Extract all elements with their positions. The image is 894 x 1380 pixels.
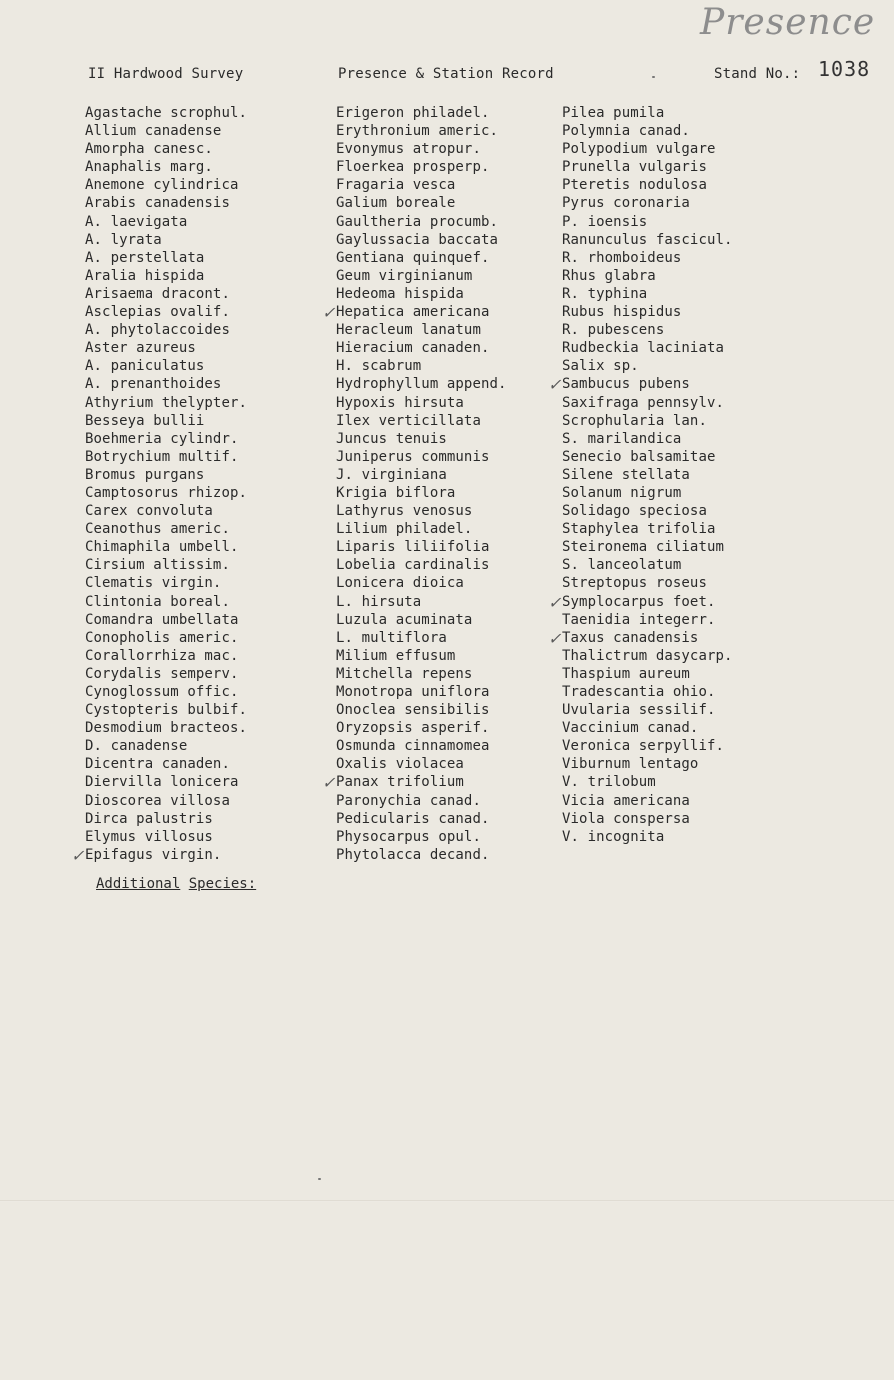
species-name: L. multiflora [336, 629, 447, 646]
species-item [85, 357, 247, 375]
species-item [322, 773, 507, 793]
species-name: Hieracium canaden. [336, 340, 490, 357]
species-item [336, 176, 507, 194]
species-item [562, 430, 733, 448]
species-name: Mitchella repens [336, 665, 473, 682]
species-item [562, 538, 733, 556]
species-name: Ilex verticillata [336, 412, 481, 429]
species-item [562, 231, 733, 249]
species-item [562, 140, 733, 158]
species-name: Taenidia integerr. [562, 611, 716, 628]
additional-species-heading [96, 876, 256, 892]
species-name: R. rhomboideus [562, 249, 682, 266]
species-item [562, 158, 733, 176]
species-item [562, 357, 733, 375]
species-name: Thalictrum dasycarp. [562, 647, 733, 664]
species-item [336, 719, 507, 737]
species-name: Vicia americana [562, 792, 690, 809]
species-name: Anaphalis marg. [85, 159, 213, 176]
species-item [562, 665, 733, 683]
species-name: Thaspium aureum [562, 665, 690, 682]
paper-fold-line [0, 1200, 894, 1202]
species-item [85, 792, 247, 810]
species-item [336, 701, 507, 719]
species-name: Epifagus virgin. [85, 846, 222, 863]
species-item [85, 176, 247, 194]
species-item [85, 810, 247, 828]
species-name: D. canadense [85, 738, 188, 755]
checkmark-icon: ✓ [548, 628, 562, 648]
species-item [562, 701, 733, 719]
species-item [336, 665, 507, 683]
species-name: Corallorrhiza mac. [85, 647, 239, 664]
species-name: Bromus purgans [85, 466, 205, 483]
species-name: Veronica serpyllif. [562, 738, 725, 755]
species-item [562, 792, 733, 810]
species-name: Anemone cylindrica [85, 177, 239, 194]
species-name: Luzula acuminata [336, 611, 473, 628]
species-name: Tradescantia ohio. [562, 684, 716, 700]
species-item [562, 122, 733, 140]
species-item [85, 194, 247, 212]
species-item [336, 810, 507, 828]
species-name: Comandra umbellata [85, 611, 239, 628]
species-name: Silene stellata [562, 466, 690, 483]
species-item [336, 593, 507, 611]
species-item [336, 755, 507, 773]
species-item [85, 719, 247, 737]
species-column-2 [322, 104, 507, 864]
stand-label: Stand No.: [714, 66, 801, 82]
species-item [85, 213, 247, 231]
species-name: Prunella vulgaris [562, 159, 707, 176]
species-name: Camptosorus rhizop. [85, 484, 248, 501]
species-name: A. paniculatus [85, 358, 205, 375]
species-label: Species: [188, 876, 257, 892]
species-name: A. laevigata [85, 213, 188, 230]
species-item [336, 502, 507, 520]
species-item [85, 593, 247, 611]
species-name: Corydalis semperv. [85, 665, 239, 682]
survey-title: II Hardwood Survey [88, 66, 244, 82]
species-item [336, 339, 507, 357]
species-name: Clematis virgin. [85, 575, 222, 592]
species-item [562, 520, 733, 538]
checkmark-icon: ✓ [322, 303, 336, 323]
species-item [562, 755, 733, 773]
species-name: Phytolacca decand. [336, 846, 490, 863]
species-name: V. incognita [562, 828, 665, 845]
species-item [548, 628, 733, 648]
species-item [85, 122, 247, 140]
species-name: Lobelia cardinalis [336, 557, 490, 574]
species-name: Juniperus communis [336, 448, 490, 465]
species-item [85, 502, 247, 520]
species-item [336, 629, 507, 647]
species-name: Athyrium thelypter. [85, 394, 248, 411]
species-name: Aster azureus [85, 340, 196, 357]
species-item [562, 810, 733, 828]
species-name: Viola conspersa [562, 810, 690, 827]
species-item [562, 611, 733, 629]
species-item [85, 231, 247, 249]
species-item [336, 556, 507, 574]
species-name: Solidago speciosa [562, 503, 707, 520]
species-item [336, 737, 507, 755]
species-name: Boehmeria cylindr. [85, 430, 239, 447]
species-name: Gaylussacia baccata [336, 231, 499, 248]
species-item [336, 231, 507, 249]
species-column-1 [71, 104, 248, 865]
species-name: H. scabrum [336, 358, 422, 375]
species-item [548, 592, 733, 612]
species-name: Botrychium multif. [85, 448, 239, 465]
species-name: Rubus hispidus [562, 304, 682, 321]
species-name: Rudbeckia laciniata [562, 340, 725, 357]
species-item [336, 574, 507, 592]
species-item [336, 357, 507, 375]
species-name: Elymus villosus [85, 828, 213, 845]
species-item [336, 285, 507, 303]
species-name: Hydrophyllum append. [336, 376, 507, 393]
species-item [322, 303, 507, 323]
species-item [336, 448, 507, 466]
species-item [85, 520, 247, 538]
species-item [562, 394, 733, 412]
species-item [562, 194, 733, 212]
species-name: Symplocarpus foet. [562, 593, 716, 610]
species-name: Cirsium altissim. [85, 557, 230, 574]
species-name: Galium boreale [336, 195, 456, 212]
species-item [336, 412, 507, 430]
species-name: Besseya bullii [85, 412, 205, 429]
species-name: Polypodium vulgare [562, 141, 716, 158]
species-item [562, 683, 733, 701]
species-name: J. virginiana [336, 466, 447, 483]
species-name: Desmodium bracteos. [85, 720, 248, 737]
species-name: Steironema ciliatum [562, 539, 725, 556]
additional-label: Additional [96, 876, 181, 892]
species-item [336, 466, 507, 484]
species-name: R. typhina [562, 285, 648, 302]
species-item [336, 158, 507, 176]
species-item [562, 828, 733, 846]
species-name: Milium effusum [336, 647, 456, 664]
species-name: Scrophularia lan. [562, 412, 707, 429]
species-item [85, 303, 247, 321]
species-name: Cynoglossum offic. [85, 684, 239, 700]
species-item [336, 104, 507, 122]
species-item [562, 104, 733, 122]
species-item [85, 267, 247, 285]
species-name: P. ioensis [562, 213, 648, 230]
species-item [85, 629, 247, 647]
species-item [562, 249, 733, 267]
checkmark-icon: ✓ [71, 845, 85, 865]
species-item [562, 267, 733, 285]
species-item [562, 303, 733, 321]
species-item [85, 394, 247, 412]
species-name: Gaultheria procumb. [336, 213, 499, 230]
species-name: Erythronium americ. [336, 123, 499, 140]
species-name: S. marilandica [562, 430, 682, 447]
species-item [336, 267, 507, 285]
species-name: Amorpha canesc. [85, 141, 213, 158]
species-name: Onoclea sensibilis [336, 702, 490, 719]
species-item [85, 647, 247, 665]
species-name: Panax trifolium [336, 774, 464, 791]
handwritten-note: Presence [700, 2, 876, 43]
species-item [562, 737, 733, 755]
species-name: Floerkea prosperp. [336, 159, 490, 176]
species-item [85, 285, 247, 303]
species-name: A. prenanthoides [85, 376, 222, 393]
species-name: Pteretis nodulosa [562, 177, 707, 194]
species-item [336, 828, 507, 846]
species-name: Allium canadense [85, 123, 222, 140]
species-name: Pedicularis canad. [336, 810, 490, 827]
species-name: Monotropa uniflora [336, 684, 490, 700]
species-item [562, 213, 733, 231]
species-item [562, 647, 733, 665]
species-name: Ceanothus americ. [85, 521, 230, 538]
species-item [85, 828, 247, 846]
species-name: Uvularia sessilif. [562, 702, 716, 719]
species-name: R. pubescens [562, 322, 665, 339]
species-item [336, 846, 507, 864]
species-name: Conopholis americ. [85, 629, 239, 646]
species-item [336, 194, 507, 212]
species-name: Agastache scrophul. [85, 105, 248, 121]
paper-speck [652, 76, 655, 78]
species-item [85, 737, 247, 755]
species-name: Pyrus coronaria [562, 195, 690, 212]
species-name: Oxalis violacea [336, 756, 464, 773]
species-name: S. lanceolatum [562, 557, 682, 574]
species-item [336, 647, 507, 665]
species-name: Saxifraga pennsylv. [562, 394, 725, 411]
species-item [85, 611, 247, 629]
species-item [85, 773, 247, 791]
species-name: Asclepias ovalif. [85, 304, 230, 321]
species-name: Hepatica americana [336, 304, 490, 321]
species-name: Polymnia canad. [562, 123, 690, 140]
species-name: Taxus canadensis [562, 629, 699, 646]
species-item [562, 339, 733, 357]
species-name: Sambucus pubens [562, 376, 690, 393]
species-item [85, 412, 247, 430]
species-name: Diervilla lonicera [85, 774, 239, 791]
species-item [562, 285, 733, 303]
species-item [336, 140, 507, 158]
species-item [85, 466, 247, 484]
species-name: Physocarpus opul. [336, 828, 481, 845]
species-item [336, 683, 507, 701]
species-name: L. hirsuta [336, 593, 422, 610]
species-column-3 [548, 104, 733, 846]
species-item [562, 176, 733, 194]
species-name: Fragaria vesca [336, 177, 456, 194]
species-item [562, 484, 733, 502]
species-item [85, 538, 247, 556]
species-item [336, 375, 507, 393]
species-item [336, 122, 507, 140]
species-item [562, 466, 733, 484]
species-name: Hypoxis hirsuta [336, 394, 464, 411]
species-item [85, 755, 247, 773]
species-item [85, 683, 247, 701]
species-name: Streptopus roseus [562, 575, 707, 592]
species-name: Dirca palustris [85, 810, 213, 827]
species-name: Dioscorea villosa [85, 792, 230, 809]
species-item [85, 321, 247, 339]
species-item [85, 448, 247, 466]
species-item [562, 556, 733, 574]
species-name: Chimaphila umbell. [85, 539, 239, 556]
species-name: Aralia hispida [85, 267, 205, 284]
species-item [85, 701, 247, 719]
species-name: Liparis liliifolia [336, 539, 490, 556]
species-name: Ranunculus fascicul. [562, 231, 733, 248]
species-name: Juncus tenuis [336, 430, 447, 447]
species-name: Salix sp. [562, 358, 639, 375]
species-name: Erigeron philadel. [336, 105, 490, 121]
species-name: Senecio balsamitae [562, 448, 716, 465]
species-name: Paronychia canad. [336, 792, 481, 809]
species-name: Lonicera dioica [336, 575, 464, 592]
species-name: Lathyrus venosus [336, 503, 473, 520]
species-item [562, 719, 733, 737]
species-item [85, 158, 247, 176]
species-item [336, 484, 507, 502]
species-name: Hedeoma hispida [336, 285, 464, 302]
species-item [336, 321, 507, 339]
species-item [85, 665, 247, 683]
species-item [85, 574, 247, 592]
species-item [336, 394, 507, 412]
species-name: Arabis canadensis [85, 195, 230, 212]
species-item [548, 375, 733, 395]
species-item [336, 249, 507, 267]
species-name: Osmunda cinnamomea [336, 738, 490, 755]
species-name: Clintonia boreal. [85, 593, 230, 610]
species-item [85, 375, 247, 393]
species-item [85, 339, 247, 357]
species-item [562, 321, 733, 339]
species-name: Staphylea trifolia [562, 521, 716, 538]
species-name: Cystopteris bulbif. [85, 702, 248, 719]
species-item [336, 430, 507, 448]
species-item [85, 104, 247, 122]
species-name: Solanum nigrum [562, 484, 682, 501]
species-name: Geum virginianum [336, 267, 473, 284]
record-title: Presence & Station Record [338, 66, 554, 82]
species-item [336, 611, 507, 629]
species-name: Dicentra canaden. [85, 756, 230, 773]
species-item [85, 556, 247, 574]
species-item [336, 538, 507, 556]
checkmark-icon: ✓ [548, 592, 562, 612]
species-item [71, 845, 247, 865]
species-name: Rhus glabra [562, 267, 656, 284]
species-item [562, 574, 733, 592]
species-name: Carex convoluta [85, 503, 213, 520]
species-name: V. trilobum [562, 774, 656, 791]
checkmark-icon: ✓ [548, 375, 562, 395]
species-name: Lilium philadel. [336, 521, 473, 538]
species-name: Arisaema dracont. [85, 285, 230, 302]
species-item [85, 484, 247, 502]
species-name: A. perstellata [85, 249, 205, 266]
species-item [85, 140, 247, 158]
species-item [562, 773, 733, 791]
species-name: Gentiana quinquef. [336, 249, 490, 266]
species-item [562, 502, 733, 520]
species-item [562, 412, 733, 430]
species-item [562, 448, 733, 466]
stand-number: 1038 [818, 57, 871, 81]
species-item [85, 430, 247, 448]
species-name: A. phytolaccoides [85, 322, 230, 339]
species-name: Oryzopsis asperif. [336, 720, 490, 737]
species-name: Evonymus atropur. [336, 141, 481, 158]
species-item [336, 520, 507, 538]
species-name: Krigia biflora [336, 484, 456, 501]
species-item [336, 792, 507, 810]
species-name: A. lyrata [85, 231, 162, 248]
species-item [85, 249, 247, 267]
paper-speck [318, 1178, 321, 1180]
species-name: Pilea pumila [562, 105, 665, 121]
species-name: Vaccinium canad. [562, 720, 699, 737]
checkmark-icon: ✓ [322, 773, 336, 793]
species-item [336, 213, 507, 231]
species-name: Heracleum lanatum [336, 322, 481, 339]
species-name: Viburnum lentago [562, 756, 699, 773]
